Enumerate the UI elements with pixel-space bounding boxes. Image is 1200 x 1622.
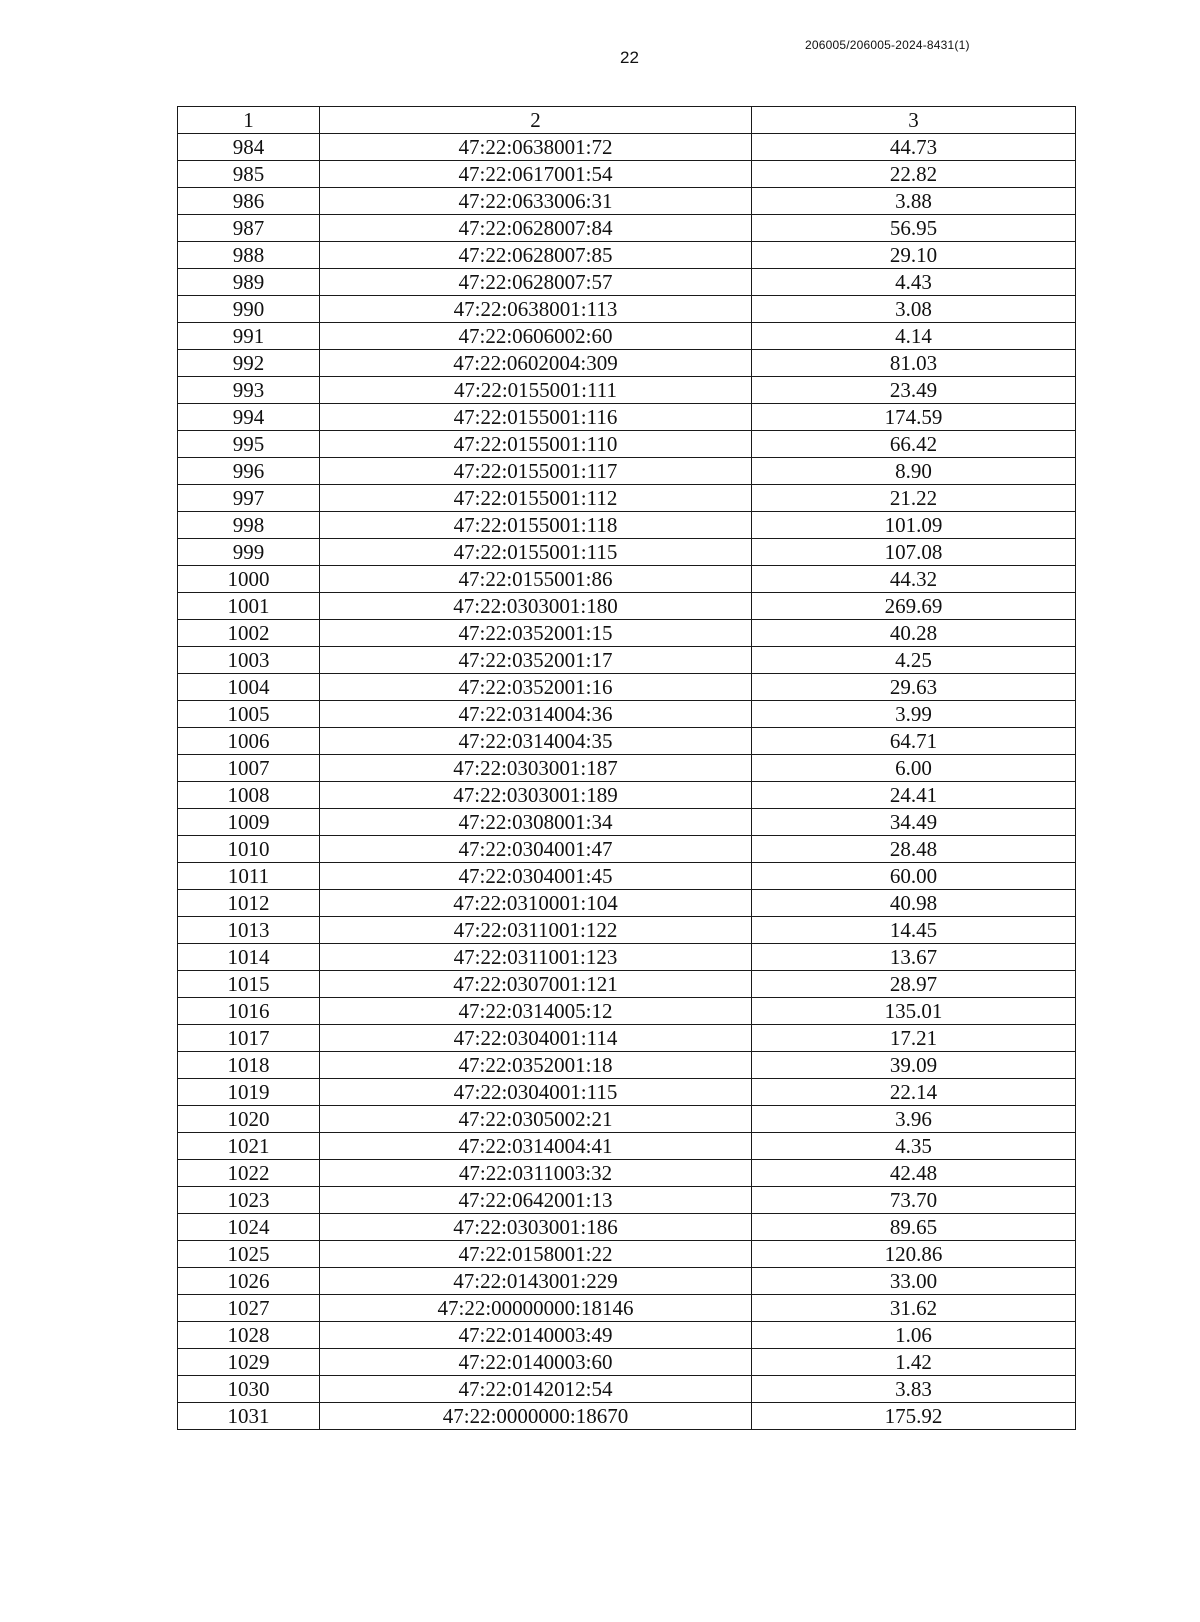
cadastral-number-cell: 47:22:0314004:36: [320, 701, 752, 728]
cadastral-number-cell: 47:22:0155001:115: [320, 539, 752, 566]
row-number-cell: 989: [178, 269, 320, 296]
value-cell: 1.06: [752, 1322, 1076, 1349]
value-cell: 60.00: [752, 863, 1076, 890]
value-cell: 6.00: [752, 755, 1076, 782]
document-reference: 206005/206005-2024-8431(1): [805, 38, 970, 52]
table-row: [178, 944, 1076, 971]
value-cell: 17.21: [752, 1025, 1076, 1052]
value-cell: 101.09: [752, 512, 1076, 539]
cadastral-number-cell: 47:22:0303001:186: [320, 1214, 752, 1241]
table-row: [178, 350, 1076, 377]
cadastral-number-cell: 47:22:0638001:113: [320, 296, 752, 323]
row-number-cell: 994: [178, 404, 320, 431]
cadastral-table: [177, 106, 1076, 1430]
cadastral-number-cell: 47:22:0155001:110: [320, 431, 752, 458]
table-row: [178, 512, 1076, 539]
row-number-cell: 1022: [178, 1160, 320, 1187]
value-cell: 269.69: [752, 593, 1076, 620]
cadastral-number-cell: 47:22:0311001:122: [320, 917, 752, 944]
value-cell: 28.48: [752, 836, 1076, 863]
row-number-cell: 986: [178, 188, 320, 215]
row-number-cell: 1014: [178, 944, 320, 971]
row-number-cell: 1025: [178, 1241, 320, 1268]
row-number-cell: 1006: [178, 728, 320, 755]
cadastral-number-cell: 47:22:0000000:18670: [320, 1403, 752, 1430]
value-cell: 89.65: [752, 1214, 1076, 1241]
cadastral-number-cell: 47:22:0308001:34: [320, 809, 752, 836]
value-cell: 8.90: [752, 458, 1076, 485]
cadastral-number-cell: 47:22:0311003:32: [320, 1160, 752, 1187]
table-row: [178, 1160, 1076, 1187]
table-row: [178, 539, 1076, 566]
value-cell: 28.97: [752, 971, 1076, 998]
row-number-cell: 995: [178, 431, 320, 458]
cadastral-number-cell: 47:22:0304001:114: [320, 1025, 752, 1052]
row-number-cell: 1021: [178, 1133, 320, 1160]
table-row: [178, 296, 1076, 323]
row-number-cell: 1002: [178, 620, 320, 647]
cadastral-number-cell: 47:22:0606002:60: [320, 323, 752, 350]
row-number-cell: 1020: [178, 1106, 320, 1133]
value-cell: 14.45: [752, 917, 1076, 944]
cadastral-number-cell: 47:22:0303001:189: [320, 782, 752, 809]
cadastral-number-cell: 47:22:0314004:41: [320, 1133, 752, 1160]
table-row: [178, 188, 1076, 215]
table-row: [178, 1376, 1076, 1403]
row-number-cell: 1026: [178, 1268, 320, 1295]
value-cell: 175.92: [752, 1403, 1076, 1430]
cadastral-number-cell: 47:22:0314005:12: [320, 998, 752, 1025]
value-cell: 13.67: [752, 944, 1076, 971]
cadastral-number-cell: 47:22:0628007:84: [320, 215, 752, 242]
value-cell: 22.14: [752, 1079, 1076, 1106]
value-cell: 40.98: [752, 890, 1076, 917]
value-cell: 44.73: [752, 134, 1076, 161]
value-cell: 64.71: [752, 728, 1076, 755]
cadastral-number-cell: 47:22:0143001:229: [320, 1268, 752, 1295]
row-number-cell: 984: [178, 134, 320, 161]
table-row: [178, 323, 1076, 350]
table-row: [178, 269, 1076, 296]
cadastral-number-cell: 47:22:0352001:15: [320, 620, 752, 647]
table-row: [178, 1214, 1076, 1241]
table-header-row: [178, 107, 1076, 134]
cadastral-number-cell: 47:22:0304001:115: [320, 1079, 752, 1106]
cadastral-number-cell: 47:22:0140003:49: [320, 1322, 752, 1349]
row-number-cell: 1018: [178, 1052, 320, 1079]
cadastral-number-cell: 47:22:0303001:187: [320, 755, 752, 782]
table-row: [178, 836, 1076, 863]
cadastral-number-cell: 47:22:0304001:47: [320, 836, 752, 863]
cadastral-number-cell: 47:22:0155001:118: [320, 512, 752, 539]
cadastral-number-cell: 47:22:0617001:54: [320, 161, 752, 188]
table-row: [178, 1322, 1076, 1349]
row-number-cell: 993: [178, 377, 320, 404]
row-number-cell: 1004: [178, 674, 320, 701]
row-number-cell: 1011: [178, 863, 320, 890]
column-header: 2: [320, 107, 752, 134]
row-number-cell: 997: [178, 485, 320, 512]
value-cell: 3.99: [752, 701, 1076, 728]
row-number-cell: 1028: [178, 1322, 320, 1349]
row-number-cell: 1001: [178, 593, 320, 620]
value-cell: 44.32: [752, 566, 1076, 593]
table-row: [178, 1295, 1076, 1322]
data-table-container: [177, 106, 1075, 1430]
value-cell: 1.42: [752, 1349, 1076, 1376]
table-row: [178, 809, 1076, 836]
table-row: [178, 566, 1076, 593]
row-number-cell: 985: [178, 161, 320, 188]
table-body: [178, 134, 1076, 1430]
row-number-cell: 1000: [178, 566, 320, 593]
table-row: [178, 458, 1076, 485]
page-number: 22: [620, 48, 639, 67]
cadastral-number-cell: 47:22:0633006:31: [320, 188, 752, 215]
table-row: [178, 404, 1076, 431]
row-number-cell: 1031: [178, 1403, 320, 1430]
table-row: [178, 701, 1076, 728]
table-row: [178, 1268, 1076, 1295]
table-row: [178, 134, 1076, 161]
cadastral-number-cell: 47:22:0155001:116: [320, 404, 752, 431]
value-cell: 29.10: [752, 242, 1076, 269]
row-number-cell: 1010: [178, 836, 320, 863]
cadastral-number-cell: 47:22:0628007:85: [320, 242, 752, 269]
value-cell: 23.49: [752, 377, 1076, 404]
table-row: [178, 890, 1076, 917]
cadastral-number-cell: 47:22:0155001:112: [320, 485, 752, 512]
cadastral-number-cell: 47:22:0155001:86: [320, 566, 752, 593]
value-cell: 42.48: [752, 1160, 1076, 1187]
row-number-cell: 1029: [178, 1349, 320, 1376]
value-cell: 73.70: [752, 1187, 1076, 1214]
cadastral-number-cell: 47:22:0307001:121: [320, 971, 752, 998]
cadastral-number-cell: 47:22:0352001:16: [320, 674, 752, 701]
table-row: [178, 755, 1076, 782]
column-header: 1: [178, 107, 320, 134]
table-row: [178, 728, 1076, 755]
cadastral-number-cell: 47:22:0628007:57: [320, 269, 752, 296]
value-cell: 4.35: [752, 1133, 1076, 1160]
column-header: 3: [752, 107, 1076, 134]
row-number-cell: 1023: [178, 1187, 320, 1214]
cadastral-number-cell: 47:22:0155001:117: [320, 458, 752, 485]
cadastral-number-cell: 47:22:0311001:123: [320, 944, 752, 971]
value-cell: 174.59: [752, 404, 1076, 431]
cadastral-number-cell: 47:22:0303001:180: [320, 593, 752, 620]
value-cell: 31.62: [752, 1295, 1076, 1322]
value-cell: 135.01: [752, 998, 1076, 1025]
cadastral-number-cell: 47:22:0140003:60: [320, 1349, 752, 1376]
value-cell: 33.00: [752, 1268, 1076, 1295]
row-number-cell: 1015: [178, 971, 320, 998]
row-number-cell: 1019: [178, 1079, 320, 1106]
row-number-cell: 1017: [178, 1025, 320, 1052]
value-cell: 4.43: [752, 269, 1076, 296]
row-number-cell: 998: [178, 512, 320, 539]
table-row: [178, 1079, 1076, 1106]
table-row: [178, 1106, 1076, 1133]
table-row: [178, 431, 1076, 458]
row-number-cell: 1007: [178, 755, 320, 782]
row-number-cell: 992: [178, 350, 320, 377]
row-number-cell: 1009: [178, 809, 320, 836]
cadastral-number-cell: 47:22:0310001:104: [320, 890, 752, 917]
value-cell: 4.14: [752, 323, 1076, 350]
value-cell: 3.83: [752, 1376, 1076, 1403]
cadastral-number-cell: 47:22:0155001:111: [320, 377, 752, 404]
value-cell: 66.42: [752, 431, 1076, 458]
cadastral-number-cell: 47:22:0352001:17: [320, 647, 752, 674]
table-row: [178, 782, 1076, 809]
value-cell: 120.86: [752, 1241, 1076, 1268]
table-row: [178, 1241, 1076, 1268]
table-row: [178, 863, 1076, 890]
row-number-cell: 990: [178, 296, 320, 323]
table-row: [178, 161, 1076, 188]
value-cell: 34.49: [752, 809, 1076, 836]
value-cell: 39.09: [752, 1052, 1076, 1079]
cadastral-number-cell: 47:22:0352001:18: [320, 1052, 752, 1079]
cadastral-number-cell: 47:22:0314004:35: [320, 728, 752, 755]
cadastral-number-cell: 47:22:0142012:54: [320, 1376, 752, 1403]
cadastral-number-cell: 47:22:00000000:18146: [320, 1295, 752, 1322]
value-cell: 21.22: [752, 485, 1076, 512]
table-row: [178, 1133, 1076, 1160]
table-row: [178, 593, 1076, 620]
table-row: [178, 215, 1076, 242]
row-number-cell: 987: [178, 215, 320, 242]
row-number-cell: 999: [178, 539, 320, 566]
row-number-cell: 991: [178, 323, 320, 350]
cadastral-number-cell: 47:22:0642001:13: [320, 1187, 752, 1214]
row-number-cell: 996: [178, 458, 320, 485]
row-number-cell: 1005: [178, 701, 320, 728]
row-number-cell: 1030: [178, 1376, 320, 1403]
cadastral-number-cell: 47:22:0304001:45: [320, 863, 752, 890]
table-row: [178, 1025, 1076, 1052]
row-number-cell: 1016: [178, 998, 320, 1025]
table-row: [178, 485, 1076, 512]
cadastral-number-cell: 47:22:0638001:72: [320, 134, 752, 161]
value-cell: 3.08: [752, 296, 1076, 323]
value-cell: 81.03: [752, 350, 1076, 377]
table-row: [178, 647, 1076, 674]
value-cell: 29.63: [752, 674, 1076, 701]
value-cell: 4.25: [752, 647, 1076, 674]
row-number-cell: 1003: [178, 647, 320, 674]
table-row: [178, 1052, 1076, 1079]
row-number-cell: 988: [178, 242, 320, 269]
table-row: [178, 1187, 1076, 1214]
value-cell: 56.95: [752, 215, 1076, 242]
row-number-cell: 1024: [178, 1214, 320, 1241]
value-cell: 40.28: [752, 620, 1076, 647]
table-row: [178, 917, 1076, 944]
value-cell: 24.41: [752, 782, 1076, 809]
table-row: [178, 1403, 1076, 1430]
row-number-cell: 1027: [178, 1295, 320, 1322]
row-number-cell: 1008: [178, 782, 320, 809]
table-row: [178, 998, 1076, 1025]
row-number-cell: 1012: [178, 890, 320, 917]
row-number-cell: 1013: [178, 917, 320, 944]
cadastral-number-cell: 47:22:0305002:21: [320, 1106, 752, 1133]
table-row: [178, 1349, 1076, 1376]
table-row: [178, 674, 1076, 701]
value-cell: 3.96: [752, 1106, 1076, 1133]
table-row: [178, 971, 1076, 998]
value-cell: 22.82: [752, 161, 1076, 188]
cadastral-number-cell: 47:22:0158001:22: [320, 1241, 752, 1268]
table-row: [178, 377, 1076, 404]
cadastral-number-cell: 47:22:0602004:309: [320, 350, 752, 377]
value-cell: 107.08: [752, 539, 1076, 566]
table-row: [178, 620, 1076, 647]
table-row: [178, 242, 1076, 269]
value-cell: 3.88: [752, 188, 1076, 215]
